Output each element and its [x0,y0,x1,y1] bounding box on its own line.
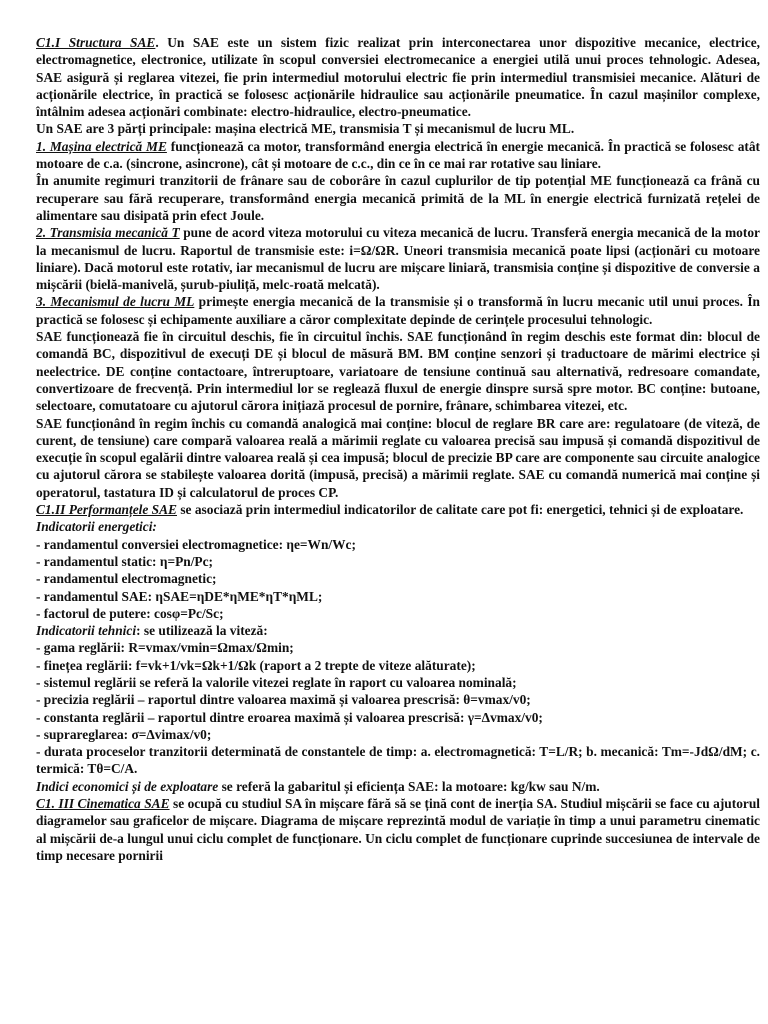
economic-indices-title: Indici economici și de exploatare [36,778,219,794]
subheading-electric-machine: 1. Mașina electrică ME [36,138,167,154]
economic-indices [36,778,760,795]
technical-indicators-title: Indicatorii tehnici [36,623,137,639]
paragraph-transmission [36,224,760,293]
paragraph-text: funcționează ca motor, transformând energia electrică în energie mecanică. În practică se folosesc atât motoare de c.a. (sincrone, asincrone), cât și motoare de c.c., din ce în ce mai rar rotative sau liniare. [36,138,760,172]
list-item: - gama reglării: R=vmax/vmin=Ωmax/Ωmin; [36,640,294,656]
list-item: - constanta reglării – raportul dintre eroarea maximă și valoarea prescrisă: γ=Δvmax/v0; [36,709,543,725]
section-heading-performance: C1.II Performanțele SAE [36,502,177,518]
list-item: - factorul de putere: cosφ=Pc/Sc; [36,605,224,621]
list-item: - randamentul static: η=Pn/Pc; [36,553,214,569]
list-item: - sistemul reglării se referă la valorile vitezei reglate în raport cu valoarea nominală; [36,674,517,690]
list-item: - precizia reglării – raportul dintre valoarea maximă și valoarea prescrisă: θ=vmax/v0; [36,692,531,708]
paragraph-text: . Un SAE este un sistem fizic realizat prin interconectarea unor dispozitive mecanice, electrice, electromagnetice, electronice, utilizate în scopul conversiei electromecanice a energiei utilă unui proces tehnologic. Adesea, SAE asigură și reglarea vitezei, fie prin intermediul motorului electric fie prin intermediul transmisiei mecanice. Alături de acționările electrice, în practică se folosesc acționările hidraulice sau acționările pneumatice. În cazul mașinilor complexe, întâlnim adesea acționări combinate: electro-hidraulice, electro-pneumatice. [36,35,760,120]
paragraph-text: se asociază prin intermediul indicatorilor de calitate care pot fi: energetici, tehnici și de exploatare. [177,502,744,518]
technical-indicators-intro [36,622,760,639]
paragraph-text: se ocupă cu studiul SA în mișcare fără să se țină cont de inerția SA. Studiul mișcării se face cu ajutorul diagramelor sau graficelor de mișcare. Diagrama de mișcare reprezintă modul de variație în timp a unui parametru cinematic al mișcării de-a lungul unui ciclu complet de funcționare. Un ciclu complet de funcționare cuprinde succesiunea de intervale de timp necesare pornirii [36,796,761,863]
subheading-transmission: 2. Transmisia mecanică T [36,225,180,241]
list-item: - randamentul conversiei electromagnetice: ηe=Wn/Wc; [36,536,356,552]
list-item: - durata proceselor tranzitorii determinată de constantele de timp: a. electromagnetică: T=L/R; b. mecanică: Tm=-JdΩ/dM; c. termică: Tθ=C/A. [36,744,760,777]
paragraph-text: primește energia mecanică de la transmisie și o transformă în lucru mecanic util unui proces. În practică se folosesc și echipamente auxiliare a căror complexitate depinde de cerințele procesului tehnologic. [36,294,760,327]
paragraph-text: se referă la gabaritul și eficiența SAE: la motoare: kg/kw sau N/m. [218,778,600,794]
energetic-indicators-title: Indicatorii energetici: [36,519,157,535]
list-item: - suprareglarea: σ=Δvimax/v0; [36,726,212,742]
list-item: - finețea reglării: f=vk+1/vk=Ωk+1/Ωk (raport a 2 trepte de viteze alăturate); [36,657,476,673]
section-heading-structure: C1.I Structura SAE [36,35,156,50]
subheading-working-mechanism: 3. Mecanismul de lucru ML [36,294,195,310]
section-heading-kinematics: C1. III Cinematica SAE [36,796,170,812]
paragraph-structure [36,34,760,120]
paragraph-open-loop: SAE funcționează fie în circuitul deschis, fie în circuitul închis. SAE funcționând în regim deschis este format din: blocul de comandă BC, dispozitivul de execuți DE și blocul de măsură BM. BM conține senzori și traductoare de mărimi electrice și neelectrice. DE conține contactoare, întreruptoare, variatoare de tensiune continuă sau alternativă, redresoare comandate, convertizoare de frecvență. Prin intermediul lor se reglează fluxul de energie dinspre sursă spre motor. BC conține: butoane, selectoare, comutatoare cu ajutorul cărora inițiază procesul de pornire, frânare, schimbarea vitezei, etc. [36,329,760,414]
list-item: - randamentul SAE: ηSAE=ηDE*ηME*ηT*ηML; [36,588,323,604]
paragraph-kinematics [36,795,760,864]
paragraph-closed-loop: SAE funcționând în regim închis cu comandă analogică mai conține: blocul de reglare BR care are: regulatoare (de viteză, de curent, de tensiune) care compară valoarea reală a mărimii reglate cu valoarea precisă sau impusă și comandă dispozitivul de execuție în scopul egalării dintre valoarea reală și cea impusă; blocul de precizie BP care are componente sau circuite analogice cu ajutorul cărora se stabilește valoarea dorită (impusă, precisă) a mărimii reglate. SAE cu comandă numerică mai conține și operatorul, tastatura ID și calculatorul de proces CP. [36,415,760,500]
paragraph-performance [36,501,760,518]
paragraph-braking: În anumite regimuri tranzitorii de frânare sau de coborâre în cazul cuplurilor de tip potențial ME funcționează ca frână cu recuperare sau fără recuperare, transformând energia mecanică primită de la ML în energie electrică furnizată rețelei de alimentare sau disipată prin efect Joule. [36,173,760,223]
list-item: - randamentul electromagnetic; [36,571,217,587]
paragraph-working-mechanism [36,293,760,328]
paragraph-electric-machine [36,138,760,173]
paragraph-text: : se utilizează la viteză: [136,623,268,639]
paragraph-main-parts: Un SAE are 3 părți principale: mașina electrică ME, transmisia T și mecanismul de lucru ML. [36,121,575,137]
paragraph-text: pune de acord viteza motorului cu viteza mecanică de lucru. Transferă energia mecanică de la motor la mecanismul de lucru. Raportul de transmisie este: i=Ω/ΩR. Uneori transmisia mecanică poate lipsi (acționări cu motoare liniare). Dacă motorul este rotativ, iar mecanismul de lucru are mișcare liniară, transmisia conține și dispozitive de conversie a mișcării (bielă-manivelă, șurub-piuliță, melc-roată melcată). [36,225,760,293]
